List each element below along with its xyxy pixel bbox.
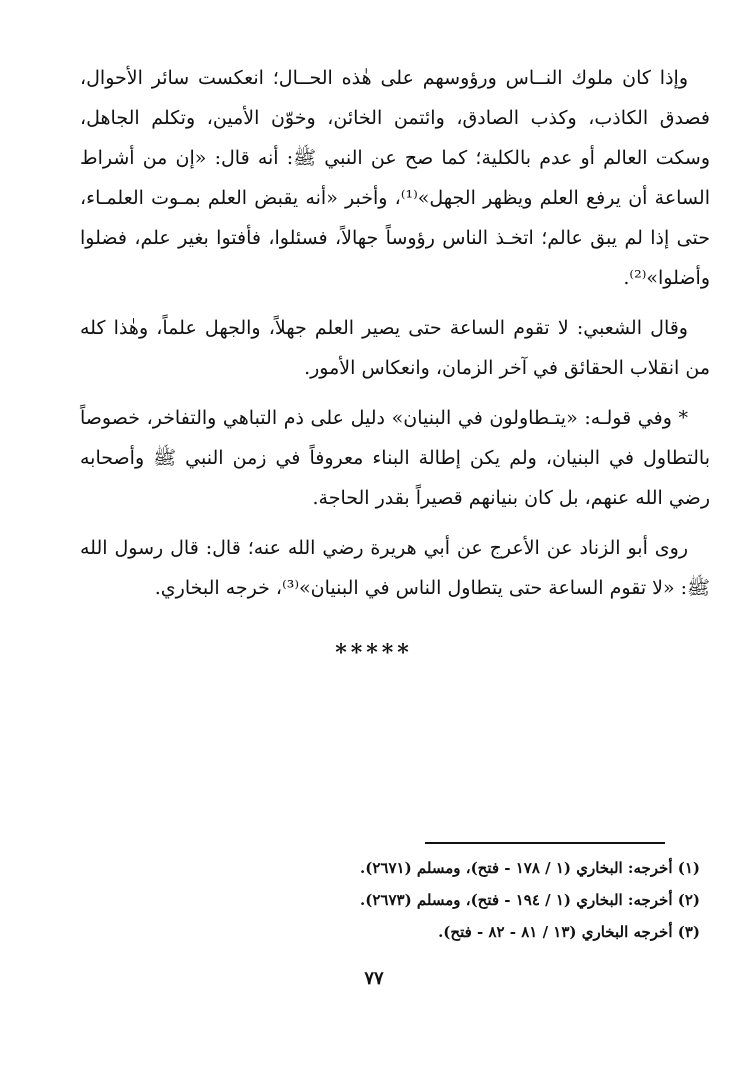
paragraph-3 <box>80 398 710 518</box>
paragraph-4-text: روى أبو الزناد عن الأعرج عن أبي هريرة رضي الله عنه؛ قال: قال رسول الله ﷺ: «لا تقوم الساعة حتى يتطاول الناس في البنيان»⁽³⁾، خرجه البخاري. <box>80 537 710 599</box>
main-text <box>80 58 710 618</box>
paragraph-4 <box>80 528 710 608</box>
footnote-3: (٣) أخرجه البخاري (١٣ / ٨١ - ٨٢ - فتح). <box>438 923 700 941</box>
page-number: ٧٧ <box>364 968 384 989</box>
paragraph-1-text: وإذا كان ملوك النــاس ورؤوسهم على هٰذه الحــال؛ انعكست سائر الأحوال، فصدق الكاذب، وكذب الصادق، وائتمن الخائن، وخوّن الأمين، وتكلم الجاهل، وسكت العالم أو عدم بالكلية؛ كما صح عن النبي ﷺ: أنه قال: «إن من أشراط الساعة أن يرفع العلم ويظهر الجهل»⁽¹⁾، وأخبر «أنه يقبض العلم بمـوت العلمـاء، حتى إذا لم يبق عالم؛ اتخـذ الناس رؤوساً جهالاً، فسئلوا، فأفتوا بغير علم، فضلوا وأضلوا»⁽²⁾. <box>80 67 710 289</box>
footnote-1: (١) أخرجه: البخاري (١ / ١٧٨ - فتح)، ومسلم (٢٦٧١). <box>360 859 700 877</box>
paragraph-1 <box>80 58 710 298</box>
footnotes <box>80 852 720 948</box>
paragraph-3-text: * وفي قولـه: «يتـطاولون في البنيان» دليل على ذم التباهي والتفاخر، خصوصاً بالتطاول في البنيان، ولم يكن إطالة البناء معروفاً في زمن النبي ﷺ وأصحابه رضي الله عنهم، بل كان بنيانهم قصيراً بقدر الحاجة. <box>80 407 710 509</box>
footnote-rule <box>425 842 665 844</box>
section-separator: ***** <box>335 640 413 666</box>
paragraph-2-text: وقال الشعبي: لا تقوم الساعة حتى يصير العلم جهلاً، والجهل علماً، وهٰذا كله من انقلاب الحقائق في آخر الزمان، وانعكاس الأمور. <box>80 317 710 379</box>
paragraph-2 <box>80 308 710 388</box>
footnote-2: (٢) أخرجه: البخاري (١ / ١٩٤ - فتح)، ومسلم (٢٦٧٣). <box>360 891 700 909</box>
